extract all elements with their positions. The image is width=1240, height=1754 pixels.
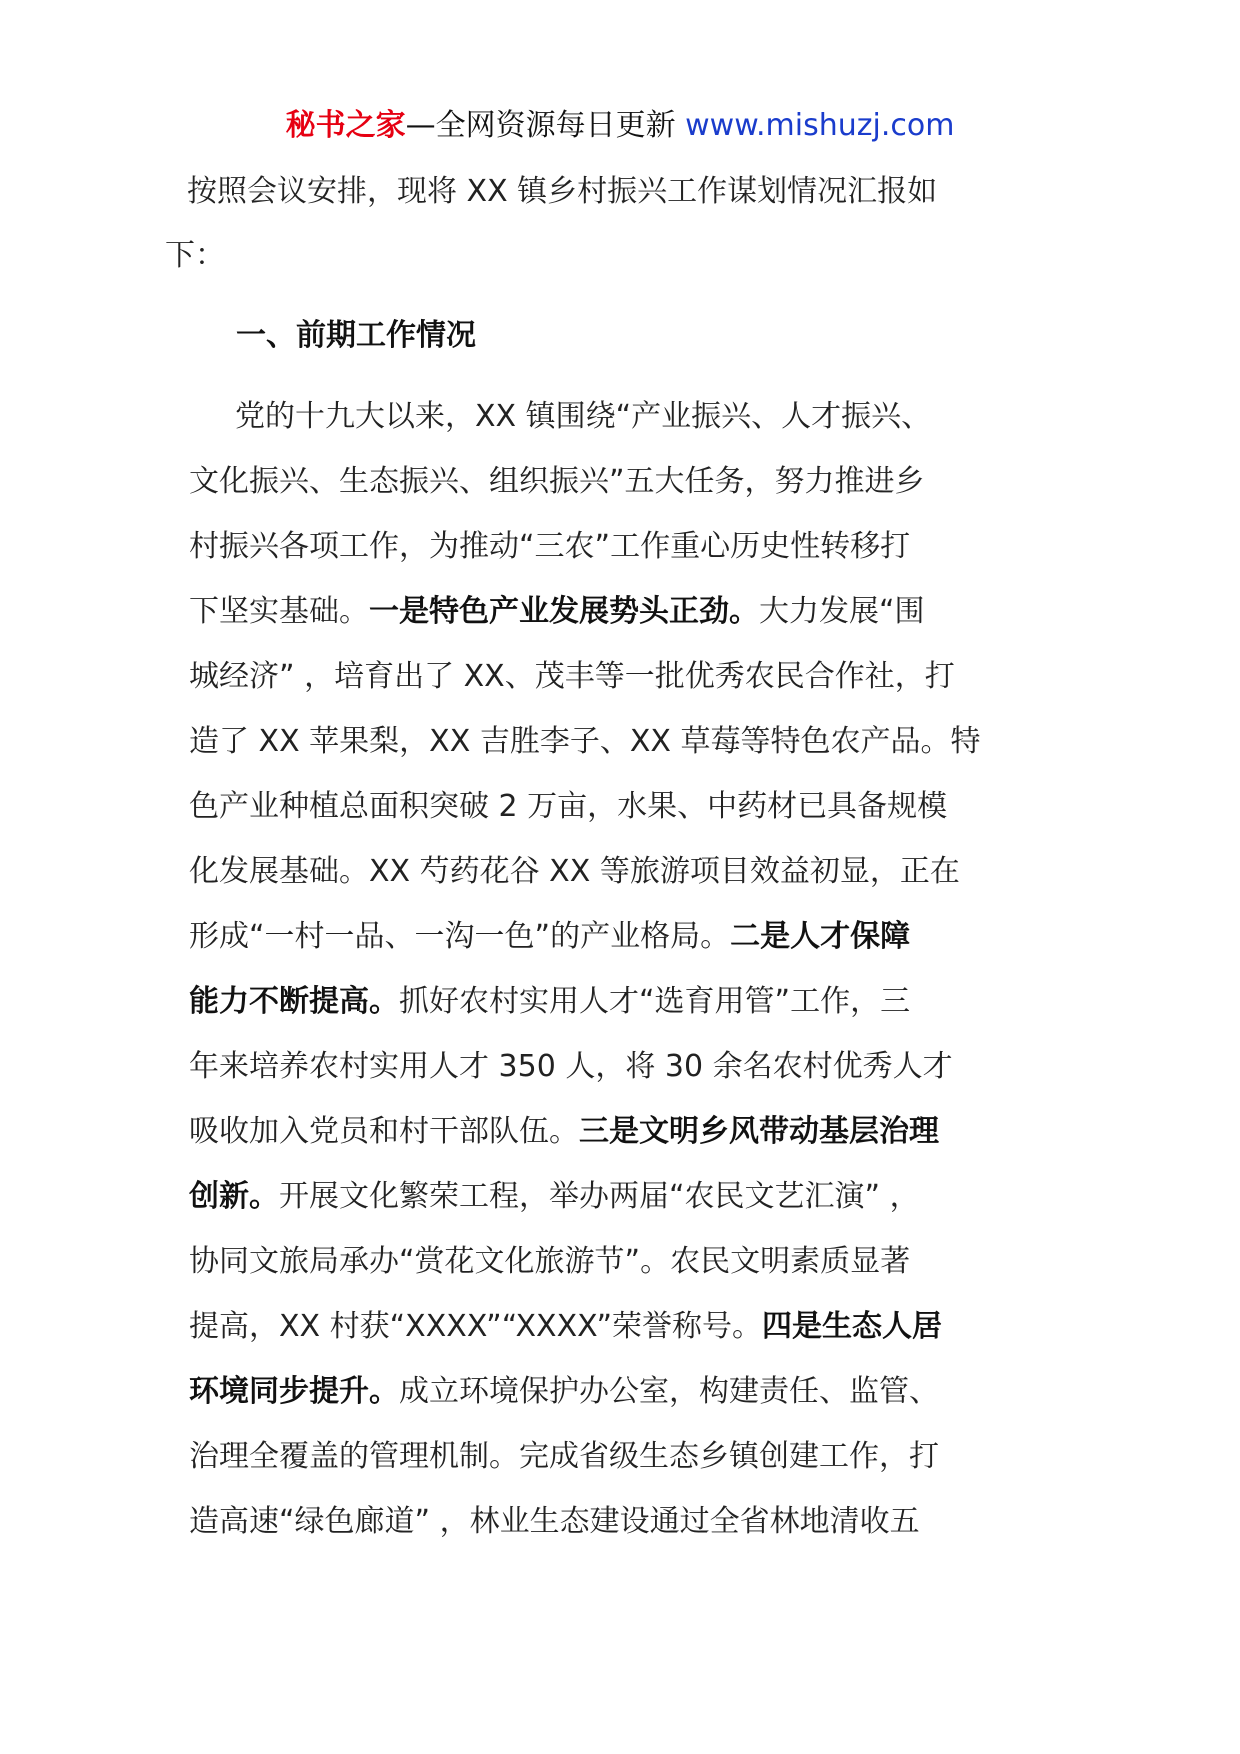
text-line <box>189 1034 1089 1099</box>
text-line <box>189 969 1089 1034</box>
text-run: 化发展基础。XX 芍药花谷 XX 等旅游项目效益初显，正在 <box>189 854 960 889</box>
text-run: 治理全覆盖的管理机制。完成省级生态乡镇创建工作，打 <box>189 1439 939 1474</box>
text-line <box>189 904 1089 969</box>
text-run: 下坚实基础。 <box>189 594 369 629</box>
text-line <box>189 579 1089 644</box>
bold-highlight: 环境同步提升。 <box>189 1374 399 1409</box>
intro-line: 按照会议安排，现将 XX 镇乡村振兴工作谋划情况汇报如 <box>187 174 938 209</box>
site-brand: 秘书之家 <box>285 108 406 143</box>
text-line <box>189 1424 1089 1489</box>
intro-paragraph <box>165 160 1067 288</box>
text-run: 开展文化繁荣工程，举办两届“农民文艺汇演” ， <box>279 1179 920 1214</box>
text-line <box>189 449 1089 514</box>
section-heading: 一、前期工作情况 <box>236 318 476 353</box>
text-line <box>189 514 1089 579</box>
text-run: 色产业种植总面积突破 2 万亩，水果、中药材已具备规模 <box>189 789 948 824</box>
site-url-link[interactable]: www.mishuzj.com <box>685 108 955 143</box>
text-line <box>189 1099 1089 1164</box>
intro-line: 下： <box>165 238 225 273</box>
text-line <box>189 1229 1089 1294</box>
text-run: 城经济” ，培育出了 XX、茂丰等一批优秀农民合作社，打 <box>189 659 955 694</box>
bold-highlight: 二是人才保障 <box>730 919 911 954</box>
bold-highlight: 创新。 <box>189 1179 279 1214</box>
text-run: 提高，XX 村获“XXXX”“XXXX”荣誉称号。 <box>189 1309 763 1344</box>
body-paragraph <box>189 384 1089 1554</box>
text-run: 成立环境保护办公室，构建责任、监管、 <box>399 1374 939 1409</box>
text-line <box>189 839 1089 904</box>
text-run: 造了 XX 苹果梨，XX 吉胜李子、XX 草莓等特色农产品。特 <box>189 724 981 759</box>
text-run: 造高速“绿色廊道” ，林业生态建设通过全省林地清收五 <box>189 1504 920 1539</box>
text-run: 吸收加入党员和村干部队伍。 <box>189 1114 579 1149</box>
text-line <box>189 1164 1089 1229</box>
text-line <box>189 644 1089 709</box>
text-run: 大力发展“围 <box>759 594 925 629</box>
text-line <box>189 774 1089 839</box>
text-line <box>189 709 1089 774</box>
bold-highlight: 四是生态人居 <box>762 1309 943 1344</box>
site-slogan: —全网资源每日更新 <box>405 108 676 143</box>
text-run: 党的十九大以来，XX 镇围绕“产业振兴、人才振兴、 <box>235 399 932 434</box>
text-line <box>189 384 1089 449</box>
text-line <box>189 1489 1089 1554</box>
text-run: 抓好农村实用人才“选育用管”工作，三 <box>399 984 911 1019</box>
text-line <box>189 1359 1089 1424</box>
text-run: 协同文旅局承办“赏花文化旅游节”。农民文明素质显著 <box>189 1244 911 1279</box>
text-run: 形成“一村一品、一沟一色”的产业格局。 <box>189 919 731 954</box>
text-line <box>189 1294 1089 1359</box>
text-run: 村振兴各项工作，为推动“三农”工作重心历史性转移打 <box>189 529 911 564</box>
bold-highlight: 一是特色产业发展势头正劲。 <box>369 594 759 629</box>
text-run: 年来培养农村实用人才 350 人，将 30 余名农村优秀人才 <box>189 1049 953 1084</box>
bold-highlight: 三是文明乡风带动基层治理 <box>579 1114 939 1149</box>
site-header <box>0 104 1240 148</box>
text-run: 文化振兴、生态振兴、组织振兴”五大任务，努力推进乡 <box>189 464 925 499</box>
bold-highlight: 能力不断提高。 <box>189 984 399 1019</box>
